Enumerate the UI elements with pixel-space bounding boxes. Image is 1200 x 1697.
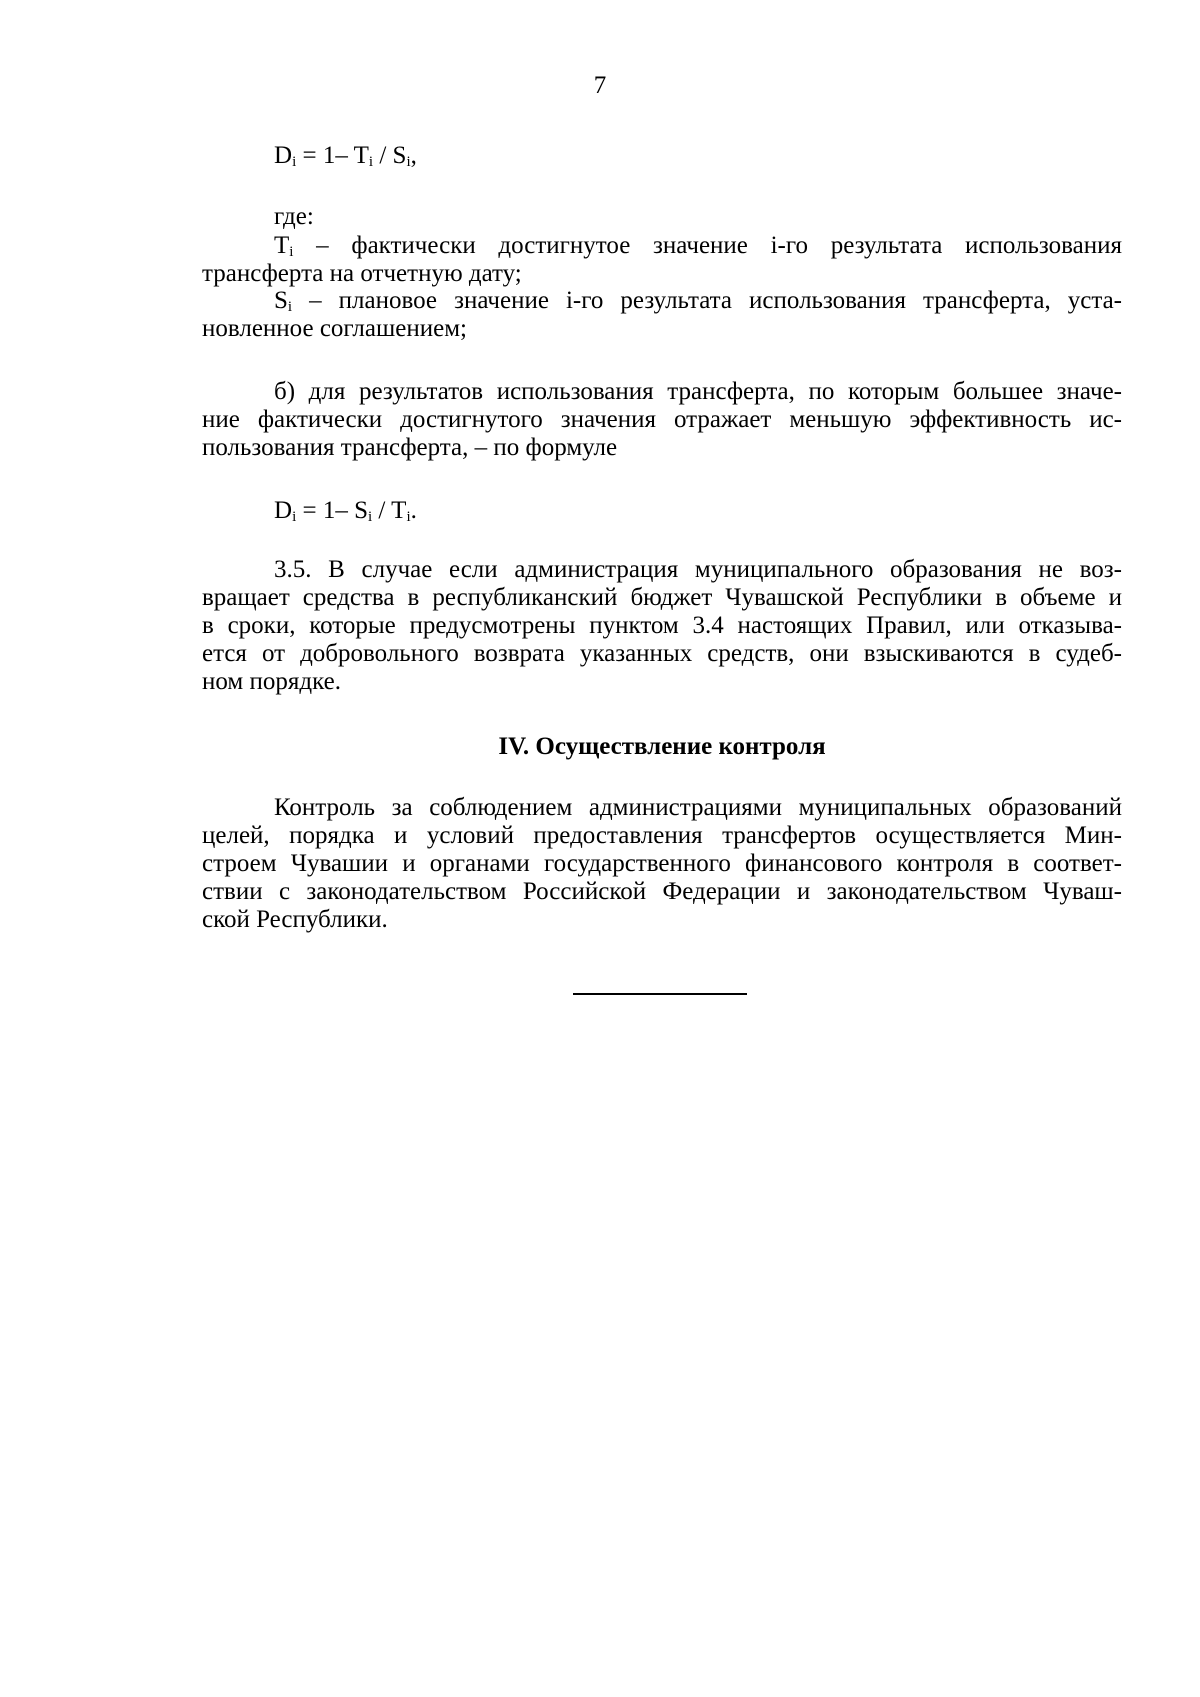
formula-text: = 1– S xyxy=(296,497,368,524)
definition-symbol: S xyxy=(274,287,288,314)
where-label-block xyxy=(202,203,1122,231)
paragraph-3-5-line-2: вращает средства в республиканский бюджет Чувашской Республики в объеме и xyxy=(202,584,1122,611)
formula-subscript: i xyxy=(406,154,411,170)
definition-s-line-2: новленное соглашением; xyxy=(202,315,467,342)
paragraph-3-5-line-4: ется от добровольного возврата указанных средств, они взыскиваются в судеб- xyxy=(202,640,1122,667)
formula-2 xyxy=(202,497,1122,525)
section-heading: IV. Осуществление контроля xyxy=(498,733,826,760)
definition-s-line-1 xyxy=(202,287,1122,315)
section-4-paragraph xyxy=(202,794,1122,934)
section-4-line-1: Контроль за соблюдением администрациями муниципальных образований xyxy=(274,794,1122,821)
paragraph-3-5 xyxy=(202,556,1122,696)
section-4-line-5: ской Республики. xyxy=(202,906,388,933)
formula-subscript: i xyxy=(406,509,411,525)
definition-s xyxy=(202,287,1122,343)
paragraph-3-5-line-5: ном порядке. xyxy=(202,668,341,695)
paragraph-b-line-3: пользования трансферта, – по формуле xyxy=(202,434,618,461)
paragraph-b xyxy=(202,378,1122,462)
paragraph-3-5-line-3: в сроки, которые предусмотрены пунктом 3.4 настоящих Правил, или отказыва- xyxy=(202,612,1122,639)
formula-subscript: i xyxy=(292,509,297,525)
definition-t-line-2: трансферта на отчетную дату; xyxy=(202,260,522,287)
definition-subscript: i xyxy=(287,299,293,315)
formula-subscript: i xyxy=(368,509,373,525)
paragraph-b-line-2: ние фактически достигнутого значения отражает меньшую эффективность ис- xyxy=(202,406,1122,433)
formula-symbol: D xyxy=(274,142,293,169)
formula-subscript: i xyxy=(368,154,374,170)
page-number: 7 xyxy=(593,72,607,99)
definition-t xyxy=(202,232,1122,288)
section-4-line-4: ствии с законодательством Российской Федерации и законодательством Чуваш- xyxy=(202,878,1122,905)
formula-text: . xyxy=(410,497,417,524)
section-4-line-3: строем Чувашии и органами государственного финансового контроля в соответ- xyxy=(202,850,1122,877)
formula-text: / T xyxy=(372,497,407,524)
definition-symbol: T xyxy=(274,232,290,259)
section-4-line-2: целей, порядка и условий предоставления трансфертов осуществляется Мин- xyxy=(202,822,1122,849)
definition-text: – плановое значение i-го результата использования трансферта, уста- xyxy=(292,287,1122,314)
formula-symbol: D xyxy=(274,497,293,524)
paragraph-b-line-1: б) для результатов использования трансферта, по которым большее значе- xyxy=(274,378,1122,405)
formula-1-line xyxy=(202,142,1122,170)
definition-subscript: i xyxy=(289,244,294,260)
formula-1 xyxy=(202,142,1122,170)
where-label: где: xyxy=(274,203,314,230)
definition-t-line-1 xyxy=(202,232,1122,260)
definition-text: – фактически достигнутое значение i-го результата использования xyxy=(293,232,1122,259)
paragraph-3-5-line-1: 3.5. В случае если администрация муниципального образования не воз- xyxy=(274,556,1122,583)
formula-text: = 1– T xyxy=(296,142,369,169)
formula-text: , xyxy=(410,142,417,169)
formula-text: / S xyxy=(373,142,407,169)
formula-2-line xyxy=(202,497,1122,525)
formula-subscript: i xyxy=(292,154,297,170)
end-rule xyxy=(573,993,747,995)
